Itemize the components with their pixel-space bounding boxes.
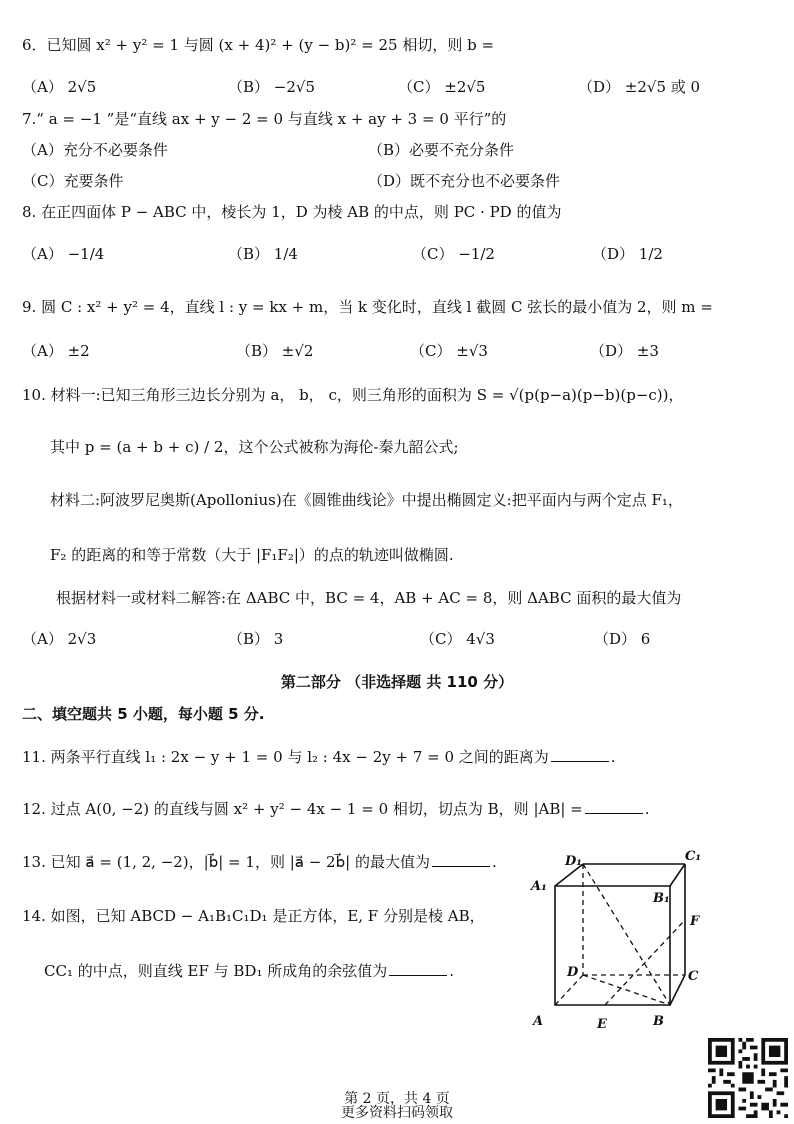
q11-stem: 11. 两条平行直线 l₁ : 2x − y + 1 = 0 与 l₂ : 4x − 2y + 7 = 0 之间的距离为 xyxy=(22,748,549,766)
q7-stem: 7.“ a = −1 ”是“直线 ax + y − 2 = 0 与直线 x + ay + 3 = 0 平行”的 xyxy=(22,110,507,128)
cube-figure xyxy=(525,850,715,1035)
q6-option-d: （D） ±2√5 或 0 xyxy=(578,78,701,96)
q11-tail: . xyxy=(610,748,616,766)
q12-tail: . xyxy=(644,800,650,818)
q10-line-4: F₂ 的距离的和等于常数（大于 |F₁F₂|）的点的轨迹叫做椭圆. xyxy=(50,546,454,564)
cube-edge-bc xyxy=(670,975,685,1005)
q14-stem: CC₁ 的中点，则直线 EF 与 BD₁ 所成角的余弦值为 xyxy=(44,962,388,980)
q13 xyxy=(22,851,497,872)
q14-line-1: 14. 如图，已知 ABCD − A₁B₁C₁D₁ 是正方体，E, F 分别是棱 AB， xyxy=(22,907,485,925)
q10-line-2: 其中 p = (a + b + c) / 2，这个公式被称为海伦-秦九韶公式; xyxy=(50,438,459,456)
cube-label-e: E xyxy=(597,1017,607,1032)
q12-stem: 12. 过点 A(0, −2) 的直线与圆 x² + y² − 4x − 1 = 0 相切，切点为 B，则 |AB| = xyxy=(22,800,583,818)
cube-label-b1: B₁ xyxy=(653,891,670,906)
q7-option-c: （C）充要条件 xyxy=(22,172,124,190)
section-title: 第二部分 （非选择题 共 110 分） xyxy=(280,673,514,691)
cube-label-b: B xyxy=(653,1014,664,1029)
q14-line-2 xyxy=(44,960,454,981)
q8-option-b: （B） 1/4 xyxy=(228,245,298,263)
cube-label-c: C xyxy=(688,969,699,984)
q7-option-d: （D）既不充分也不必要条件 xyxy=(368,172,561,190)
cube-segment-db xyxy=(583,975,670,1005)
q7-option-a: （A）充分不必要条件 xyxy=(22,141,168,159)
q11-answer-blank[interactable] xyxy=(551,749,609,762)
q7-option-b: （B）必要不充分条件 xyxy=(368,141,515,159)
cube-label-d1: D₁ xyxy=(565,854,582,869)
q10-option-c: （C） 4√3 xyxy=(420,630,495,648)
q12 xyxy=(22,798,650,819)
q13-tail: . xyxy=(491,853,497,871)
page-footer xyxy=(0,1088,794,1122)
q10-line-3: 材料二:阿波罗尼奥斯(Apollonius)在《圆锥曲线论》中提出椭圆定义:把平面内与两个定点 F₁， xyxy=(50,491,683,509)
q9-option-c: （C） ±√3 xyxy=(410,342,488,360)
q8-option-c: （C） −1/2 xyxy=(412,245,495,263)
q13-answer-blank[interactable] xyxy=(432,854,490,867)
q8-option-d: （D） 1/2 xyxy=(592,245,663,263)
q9-stem: 9. 圆 C : x² + y² = 4，直线 l : y = kx + m，当 k 变化时，直线 l 截圆 C 弦长的最小值为 2，则 m = xyxy=(22,298,713,316)
cube-segment-ef xyxy=(605,920,685,1005)
q10-option-b: （B） 3 xyxy=(228,630,284,648)
q11 xyxy=(22,746,616,767)
q8-option-a: （A） −1/4 xyxy=(22,245,105,263)
cube-label-a: A xyxy=(533,1014,544,1029)
q6-option-c: （C） ±2√5 xyxy=(398,78,486,96)
cube-label-c1: C₁ xyxy=(685,850,702,864)
q9-option-b: （B） ±√2 xyxy=(236,342,314,360)
q8-stem: 8. 在正四面体 P − ABC 中，棱长为 1，D 为棱 AB 的中点，则 PC · PD 的值为 xyxy=(22,203,562,221)
q6-option-a: （A） 2√5 xyxy=(22,78,97,96)
q6-option-b: （B） −2√5 xyxy=(228,78,316,96)
cube-label-f: F xyxy=(690,914,700,929)
page-number: 第 2 页，共 4 页 xyxy=(344,1091,450,1107)
section-heading: 二、填空题共 5 小题，每小题 5 分. xyxy=(22,705,265,723)
cube-diagonal-bd1 xyxy=(583,864,670,1005)
q9-option-a: （A） ±2 xyxy=(22,342,90,360)
q13-stem: 13. 已知 a⃗ = (1, 2, −2)，|b⃗| = 1，则 |a⃗ − 2b⃗| 的最大值为 xyxy=(22,853,430,871)
cube-label-d: D xyxy=(567,965,579,980)
cube-edge-b1c1 xyxy=(670,864,685,886)
q12-answer-blank[interactable] xyxy=(585,801,643,814)
q6-stem: 6．已知圆 x² + y² = 1 与圆 (x + 4)² + (y − b)² = 25 相切，则 b = xyxy=(22,36,495,54)
cube-label-a1: A₁ xyxy=(531,879,547,894)
q14-tail: . xyxy=(449,962,455,980)
q9-option-d: （D） ±3 xyxy=(590,342,659,360)
q10-option-a: （A） 2√3 xyxy=(22,630,97,648)
q14-answer-blank[interactable] xyxy=(389,963,447,976)
q10-line-1: 10. 材料一:已知三角形三边长分别为 a， b， c，则三角形的面积为 S = √(p(p−a)(p−b)(p−c))， xyxy=(22,386,684,404)
q10-option-d: （D） 6 xyxy=(594,630,651,648)
q10-line-5: 根据材料一或材料二解答:在 ΔABC 中，BC = 4，AB + AC = 8，则 ΔABC 面积的最大值为 xyxy=(56,589,682,607)
footer-note: 更多资料扫码领取 xyxy=(341,1105,453,1121)
